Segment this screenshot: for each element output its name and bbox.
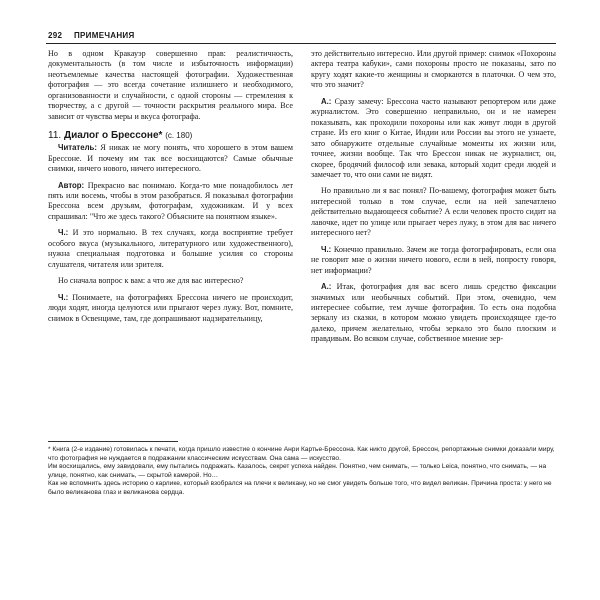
dialogue-text: Но сначала вопрос к вам: а что же для вас интересно? [58, 276, 244, 286]
dialogue-paragraph [48, 228, 293, 270]
dialogue-text: Я никак не могу понять, что хорошего в этом вашем Брессоне. И почему им так все восхищаются? Самые обычные снимки, ничего нового, ничего интересного. [48, 143, 293, 174]
dialogue-paragraph [311, 97, 556, 181]
speaker-label: Ч.: [321, 244, 332, 254]
speaker-label: Автор: [58, 180, 85, 190]
section-title: ПРИМЕЧАНИЯ [74, 31, 135, 40]
running-header [46, 31, 556, 44]
speaker-label: Ч.: [58, 228, 69, 238]
heading-page-ref: (с. 180) [165, 131, 193, 141]
footnote: Им восхищались, ему завидовали, ему пытались подражать. Казалось, секрет успеха найден. Понятно, чем снимать, — только Leica, понятно, что снимать, — на улице, понятно, как снимать, — скрытой камерой. Но… [48, 463, 547, 479]
dialogue-paragraph [311, 245, 556, 276]
dialogue-paragraph [48, 143, 293, 174]
dialogue-text: Итак, фотография для вас всего лишь средство фиксации значимых или необычных событий. При этом, очевидно, чем интереснее событие, тем лучше фотография. То есть она подобна зеркалу из сказки, в котором можно увидеть происходящее где-то далеко, причем желательно, чтобы зеркало это было плоским и правдивым. Во всяком случае, собственное мнение зер- [311, 282, 556, 344]
dialogue-text: Понимаете, на фотографиях Брессона ничего не происходит, люди ходят, иногда целуются или прыгают через лужу. Вот, помните, снимок в Освенциме, там, где допрашивают надзирательницу, [48, 292, 293, 323]
paragraph: это действительно интересно. Или другой пример: снимок «Похороны актера театра кабуки», сами похороны просто не показаны, зато по кругу ходят какие-то женщины и сморкаются в платочки. О чем это, что это значит? [311, 49, 556, 90]
speaker-label: А.: [321, 282, 332, 292]
dialogue-text: Прекрасно вас понимаю. Когда-то мне понадобилось лет пять или восемь, чтобы в этом разобраться. Я показывал фотографии Брессона всем друзьям, фотографам, художникам. И у всех спрашивал: "Что же здесь такого? Объясните на понятном языке». [48, 180, 293, 221]
page-number: 292 [48, 31, 63, 40]
speaker-label: Читатель: [58, 143, 97, 153]
paragraph: Но в одном Кракауэр совершенно прав: реалистичность, документальность (в том числе и избыточность информации) неотъемлемые качества настоящей фотографии. Художественная фотография — это всегда сочетание излишнего и необходимого, организованности и случайности, с одной стороны — стремления к творчеству, а с другой — точности раскрытия реального мира. Все зависит от чувства меры и вкуса фотографа. [48, 49, 293, 121]
dialogue-paragraph [48, 181, 293, 223]
right-column [311, 49, 556, 345]
dialogue-text: Конечно правильно. Зачем же тогда фотографировать, если она не говорит мне о жизни ничего нового, если в ней, попросту говоря, нет информации? [311, 244, 556, 275]
footnote-divider [48, 441, 178, 442]
heading-number: 11. [48, 130, 62, 142]
dialogue-text: Сразу замечу: Брессона часто называют репортером или даже журналистом. Это совершенно неправильно, он и не намерен показывать, как проходили похороны или как живут люди в другой стране. Из его книг о Китае, Индии или России вы этого не узнаете, зато обнаружите отдельные случайные моменты их жизни или, точнее, жизни вообще. Так что Брессон никак не журналист, он, скорее, бродячий философ или зевака, который ходит среди людей и замечает то, что они сами не видят. [311, 96, 556, 179]
left-column [48, 49, 293, 324]
footnote: * Книга (2-е издание) готовилась к печати, когда пришло известие о кончине Анри Картье-Брессона. Как никто другой, Брессон, репортажные снимки доказали миру, что фотография не нуждается в подражании классическим искусствам. Она сама — искусство. [48, 446, 555, 462]
section-heading [48, 130, 293, 141]
footnotes [48, 446, 556, 498]
speaker-label: Ч.: [58, 292, 69, 302]
heading-title: Диалог о Брессоне* [63, 130, 163, 142]
dialogue-paragraph [48, 293, 293, 324]
dialogue-paragraph [48, 276, 293, 286]
speaker-label: А.: [321, 96, 332, 106]
dialogue-text: И это нормально. В тех случаях, когда восприятие требует особого вкуса (музыкального, литературного или художественного), нужна специальная подготовка и большие усилия со стороны слушателя, читателя или зрителя. [48, 228, 293, 269]
dialogue-paragraph: Но правильно ли я вас понял? По-вашему, фотография может быть интересной только в том случае, если на ней запечатлено действительно выдающееся событие? А если человек просто сидит на лавочке, идет по улице или прыгает через лужу, в этом для вас ничего интересного нет? [311, 186, 556, 238]
dialogue-paragraph [311, 282, 556, 345]
footnote: Как не вспомнить здесь историю о карлике, который взобрался на плечи к великану, но не смог увидеть больше того, что видел великан. Причина проста: у него не было великанова глаз и великанова сердца. [48, 480, 552, 496]
